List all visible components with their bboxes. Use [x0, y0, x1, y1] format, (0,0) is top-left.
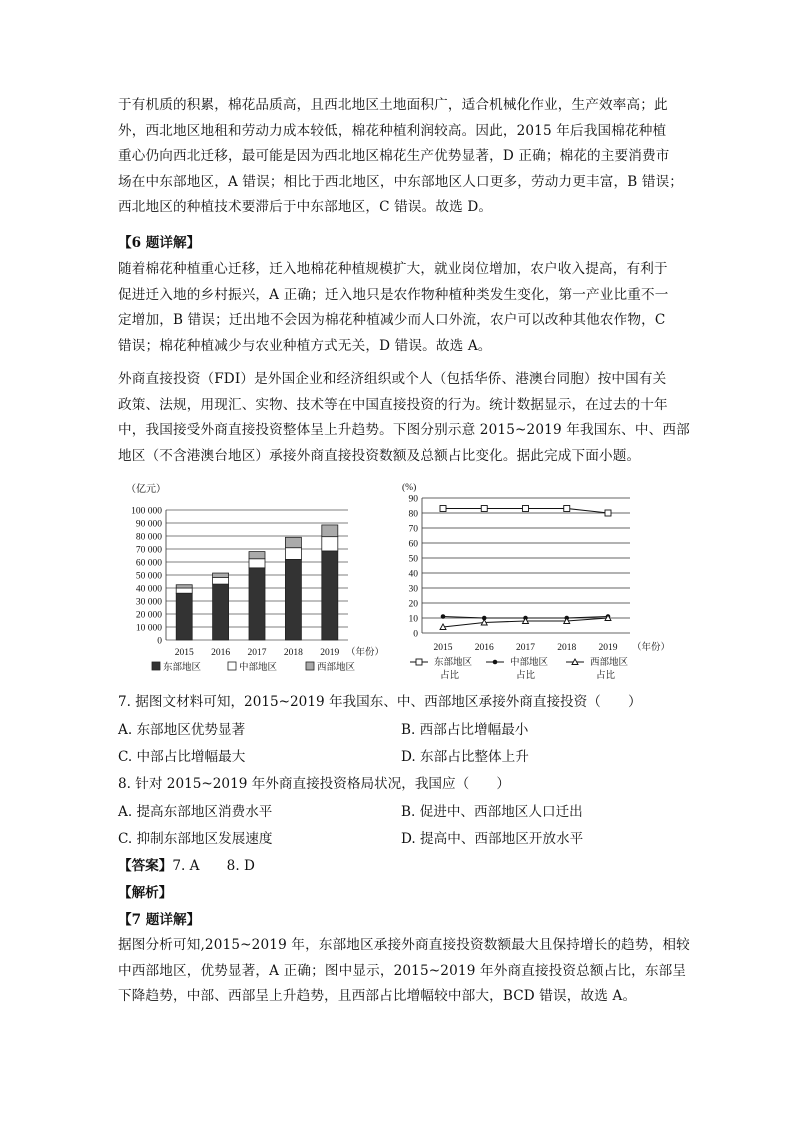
- line-ytick-label: 50: [408, 554, 418, 565]
- line-ytick-label: 70: [408, 524, 418, 535]
- point-east-2019: [605, 510, 611, 516]
- paragraph-fdi-material: [118, 367, 690, 469]
- point-east-2018: [564, 506, 570, 512]
- q7-option-c[interactable]: C. 中部占比增幅最大: [118, 749, 246, 765]
- bar-ytick-label: 20 000: [135, 610, 162, 621]
- bar-central-2017: [249, 559, 265, 568]
- bar-east-2017: [249, 568, 265, 640]
- text-line: 促进迁入地的乡村振兴，A 正确；迁入地只是农作物种植种类发生变化，第一产业比重不一: [118, 286, 669, 303]
- bar-ytick-label: 70 000: [135, 545, 162, 556]
- line-chart-fdi-share: [402, 482, 670, 681]
- text-line: 据图分析可知,2015~2019 年，东部地区承接外商直接投资数额最大且保持增长的趋势，相较: [118, 937, 690, 953]
- bar-central-2015: [176, 588, 192, 593]
- text-line: 错误；棉花种植减少与农业种植方式无关，D 错误。故选 A。: [118, 337, 492, 354]
- line-chart-x-unit: （年份）: [632, 643, 671, 653]
- bar-ytick-label: 60 000: [135, 558, 162, 569]
- line-xtick-label: 2015: [433, 643, 453, 653]
- bar-chart-unit-label: （亿元）: [126, 484, 166, 495]
- point-east-2017: [523, 506, 529, 512]
- line-xtick-label: 2016: [474, 643, 494, 653]
- bar-east-2018: [285, 559, 301, 640]
- line-xtick-label: 2019: [598, 643, 618, 653]
- text-line: 中，我国接受外商直接投资整体呈上升趋势。下图分别示意 2015~2019 年我国东、中、西部: [118, 422, 690, 439]
- bar-central-2016: [213, 578, 229, 585]
- line-chart-unit-label: (%): [402, 483, 417, 493]
- question-8-stem: 8. 针对 2015~2019 年外商直接投资格局状况，我国应（ ）: [118, 776, 510, 792]
- answer-text: 7. A 8. D: [172, 858, 255, 874]
- paragraph-q7-explanation: [118, 933, 690, 1010]
- fdi-charts: [0, 470, 794, 690]
- q8-option-c[interactable]: C. 抑制东部地区发展速度: [118, 831, 273, 847]
- line-xtick-label: 2018: [557, 643, 577, 653]
- bar-west-2016: [213, 573, 229, 578]
- bar-ytick-label: 90 000: [135, 519, 162, 530]
- question-7-stem: 7. 据图文材料可知，2015~2019 年我国东、中、西部地区承接外商直接投资（ ）: [118, 694, 642, 710]
- paragraph-q6-explanation: [118, 257, 678, 359]
- q6-heading: 【6 题详解】: [118, 235, 201, 251]
- answer-line: [118, 854, 255, 874]
- text-line: 外，西北地区地租和劳动力成本较低，棉花种植利润较高。因此，2015 年后我国棉花种植: [118, 122, 667, 139]
- text-line: 重心仍向西北迁移，最可能是因为西北地区棉花生产优势显著，D 正确；棉花的主要消费市: [118, 148, 670, 165]
- bar-ytick-label: 40 000: [135, 584, 162, 595]
- legend-swatch-2: [306, 662, 314, 670]
- bar-xtick-label: 2015: [174, 648, 194, 658]
- bar-xtick-label: 2018: [283, 648, 303, 658]
- line-xtick-label: 2017: [516, 643, 535, 653]
- bar-ytick-label: 0: [157, 636, 162, 647]
- bar-east-2015: [176, 593, 192, 640]
- text-line: 下降趋势，中部、西部呈上升趋势，且西部占比增幅较中部大，BCD 错误，故选 A。: [118, 988, 637, 1005]
- bar-chart-fdi-amount: [126, 482, 384, 673]
- legend-label: 东部地区: [163, 663, 202, 673]
- bar-ytick-label: 50 000: [135, 571, 162, 582]
- analysis-heading: 【解析】: [118, 885, 173, 901]
- legend-label: 西部地区: [317, 663, 356, 673]
- bar-xtick-label: 2017: [247, 648, 267, 658]
- line-ytick-label: 90: [408, 494, 418, 505]
- legend-marker-east: [416, 659, 422, 665]
- legend-label: 中部地区: [239, 663, 278, 673]
- text-line: 地区（不含港澳台地区）承接外商直接投资数额及总额占比变化。据此完成下面小题。: [118, 447, 641, 464]
- point-east-2015: [440, 506, 446, 512]
- bar-west-2018: [285, 537, 301, 547]
- bar-east-2019: [322, 551, 338, 640]
- line-ytick-label: 10: [408, 614, 418, 625]
- legend-label: 东部地区: [434, 658, 473, 668]
- legend-label-sub: 占比: [440, 671, 460, 681]
- q7-option-b[interactable]: B. 西部占比增幅最小: [401, 722, 529, 738]
- bar-ytick-label: 100 000: [131, 506, 162, 517]
- bar-ytick-label: 10 000: [135, 623, 162, 634]
- text-line: 随着棉花种植重心迁移，迁入地棉花种植规模扩大，就业岗位增加，农户收入提高，有利于: [118, 261, 668, 277]
- q7-heading: 【7 题详解】: [118, 912, 201, 928]
- text-line: 西北地区的种植技术要滞后于中东部地区，C 错误。故选 D。: [118, 199, 493, 216]
- text-line: 中西部地区，优势显著，A 正确；图中显示，2015~2019 年外商直接投资总额占比，东部呈: [118, 962, 687, 979]
- legend-label: 西部地区: [590, 658, 629, 668]
- line-ytick-label: 80: [408, 509, 418, 520]
- bar-east-2016: [213, 584, 229, 640]
- line-ytick-label: 30: [408, 584, 418, 595]
- q7-option-a[interactable]: A. 东部地区优势显著: [118, 722, 246, 738]
- legend-marker-central: [493, 660, 498, 665]
- line-ytick-label: 40: [408, 569, 418, 580]
- q7-option-d[interactable]: D. 东部占比整体上升: [401, 749, 529, 765]
- bar-ytick-label: 30 000: [135, 597, 162, 608]
- bar-central-2019: [322, 537, 338, 551]
- bar-xtick-label: 2016: [211, 648, 231, 658]
- bar-west-2015: [176, 585, 192, 588]
- bar-ytick-label: 80 000: [135, 532, 162, 543]
- q8-option-d[interactable]: D. 提高中、西部地区开放水平: [401, 831, 584, 847]
- text-line: 场在中东部地区，A 错误；相比于西北地区，中东部地区人口更多，劳动力更丰富，B 错误；: [118, 173, 684, 190]
- line-ytick-label: 20: [408, 599, 418, 610]
- answer-label: 【答案】: [118, 858, 173, 874]
- text-line: 定增加，B 错误；迁出地不会因为棉花种植减少而人口外流，农户可以改种其他农作物，C: [118, 312, 666, 329]
- legend-label: 中部地区: [510, 658, 549, 668]
- q8-option-a[interactable]: A. 提高东部地区消费水平: [118, 804, 273, 820]
- bar-west-2019: [322, 525, 338, 537]
- point-central-2015: [441, 614, 446, 619]
- bar-central-2018: [285, 548, 301, 560]
- bar-chart-x-unit: （年份）: [346, 648, 385, 658]
- legend-label-sub: 占比: [596, 671, 616, 681]
- legend-swatch-0: [152, 662, 160, 670]
- text-line: 于有机质的积累，棉花品质高，且西北地区土地面积广，适合机械化作业，生产效率高；此: [118, 97, 668, 113]
- paragraph-cotton-analysis: [118, 93, 684, 221]
- line-ytick-label: 0: [413, 629, 418, 640]
- text-line: 外商直接投资（FDI）是外国企业和经济组织或个人（包括华侨、港澳台同胞）按中国有关: [118, 371, 667, 387]
- line-ytick-label: 60: [408, 539, 418, 550]
- text-line: 政策、法规，用现汇、实物、技术等在中国直接投资的行为。统计数据显示，在过去的十年: [118, 396, 668, 413]
- legend-label-sub: 占比: [516, 671, 536, 681]
- legend-swatch-1: [228, 662, 236, 670]
- q8-option-b[interactable]: B. 促进中、西部地区人口迁出: [401, 804, 583, 820]
- bar-west-2017: [249, 552, 265, 559]
- bar-xtick-label: 2019: [320, 648, 340, 658]
- point-east-2016: [481, 506, 487, 512]
